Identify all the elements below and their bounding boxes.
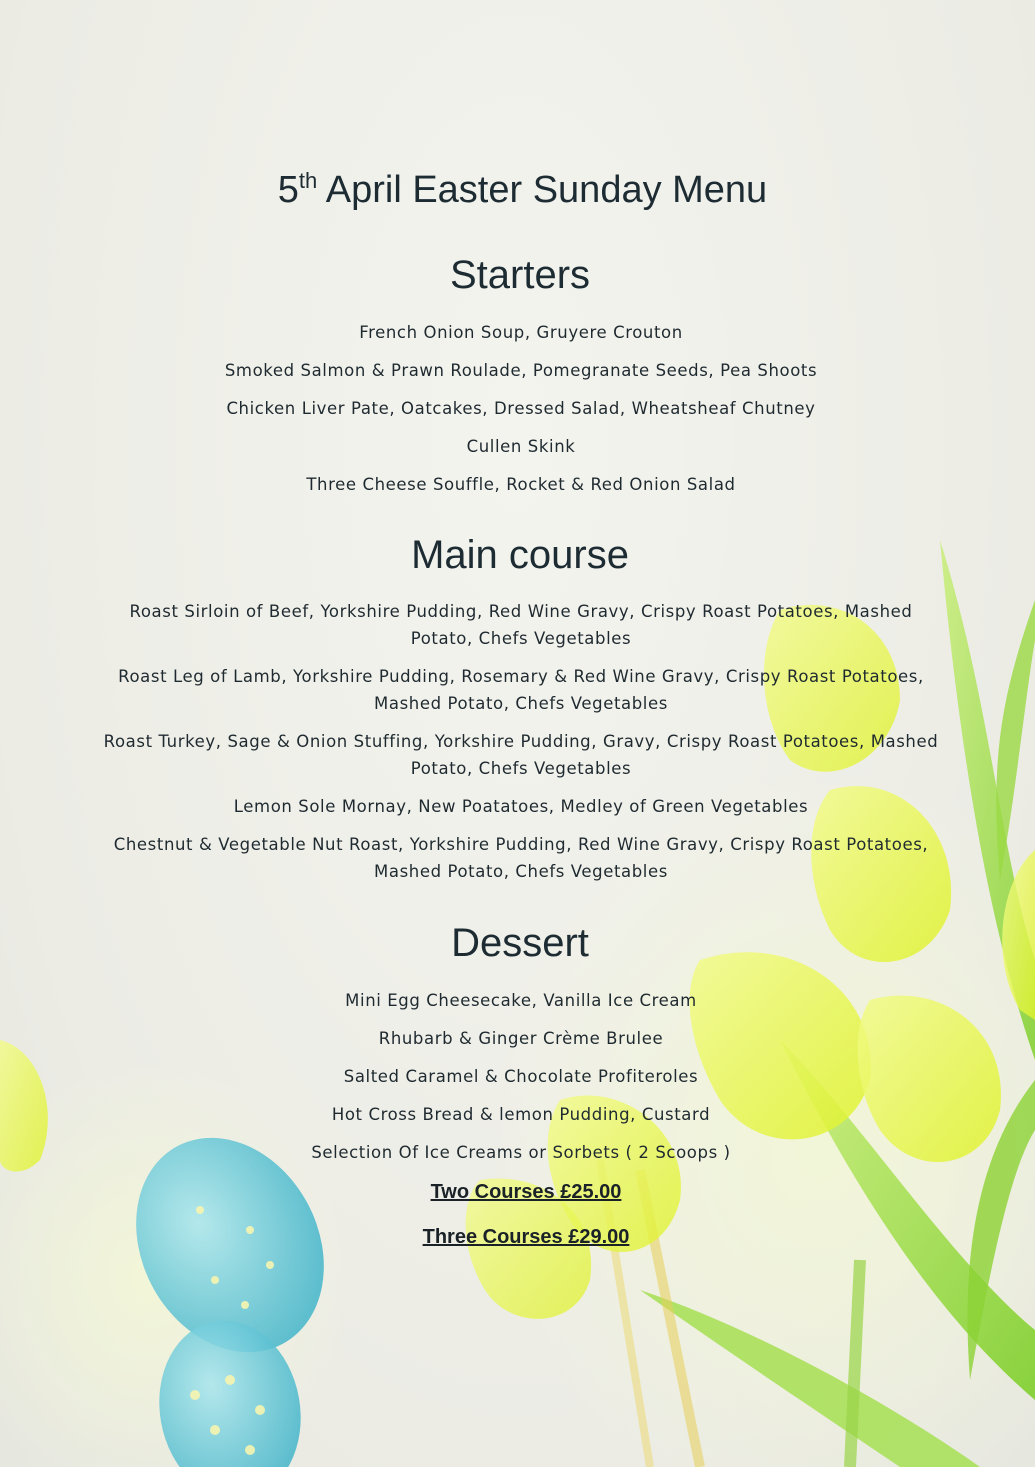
dessert-item: Selection Of Ice Creams or Sorbets ( 2 Scoops ) (311, 1143, 731, 1162)
main-course-item: Roast Leg of Lamb, Yorkshire Pudding, Rosemary & Red Wine Gravy, Crispy Roast Potatoes, Mashed Potato, Chefs Vegetables (118, 667, 924, 713)
main-course-heading: Main course (411, 533, 629, 577)
starter-item: Three Cheese Souffle, Rocket & Red Onion Salad (306, 475, 736, 494)
dessert-item: Rhubarb & Ginger Crème Brulee (378, 1029, 664, 1048)
dessert-list (100, 987, 942, 1177)
main-course-item: Chestnut & Vegetable Nut Roast, Yorkshire Pudding, Red Wine Gravy, Crispy Roast Potatoes, Mashed Potato, Chefs Vegetables (113, 835, 929, 881)
main-course-item: Roast Sirloin of Beef, Yorkshire Pudding, Red Wine Gravy, Crispy Roast Potatoes, Mashed Potato, Chefs Vegetables (129, 602, 913, 648)
starter-item: French Onion Soup, Gruyere Crouton (359, 323, 683, 342)
title-day: 5 (277, 169, 299, 211)
dessert-item: Hot Cross Bread & lemon Pudding, Custard (331, 1105, 711, 1124)
three-courses-price: Three Courses £29.00 (422, 1226, 630, 1248)
title-text: April Easter Sunday Menu (317, 169, 768, 211)
main-course-list (100, 598, 942, 896)
menu-title (0, 168, 1035, 212)
dessert-item: Mini Egg Cheesecake, Vanilla Ice Cream (345, 991, 697, 1010)
title-ordinal-suffix: th (298, 168, 318, 193)
starter-item: Smoked Salmon & Prawn Roulade, Pomegranate Seeds, Pea Shoots (224, 361, 818, 380)
starters-heading: Starters (449, 253, 591, 297)
main-course-item: Lemon Sole Mornay, New Poatatoes, Medley of Green Vegetables (233, 797, 809, 816)
starter-item: Chicken Liver Pate, Oatcakes, Dressed Salad, Wheatsheaf Chutney (226, 399, 816, 418)
two-courses-price: Two Courses £25.00 (430, 1181, 622, 1203)
main-course-item: Roast Turkey, Sage & Onion Stuffing, Yorkshire Pudding, Gravy, Crispy Roast Potatoes, Mashed Potato, Chefs Vegetables (103, 732, 939, 778)
dessert-heading: Dessert (451, 921, 589, 965)
starter-item: Cullen Skink (466, 437, 576, 456)
starters-list (100, 319, 942, 509)
dessert-item: Salted Caramel & Chocolate Profiteroles (343, 1067, 699, 1086)
